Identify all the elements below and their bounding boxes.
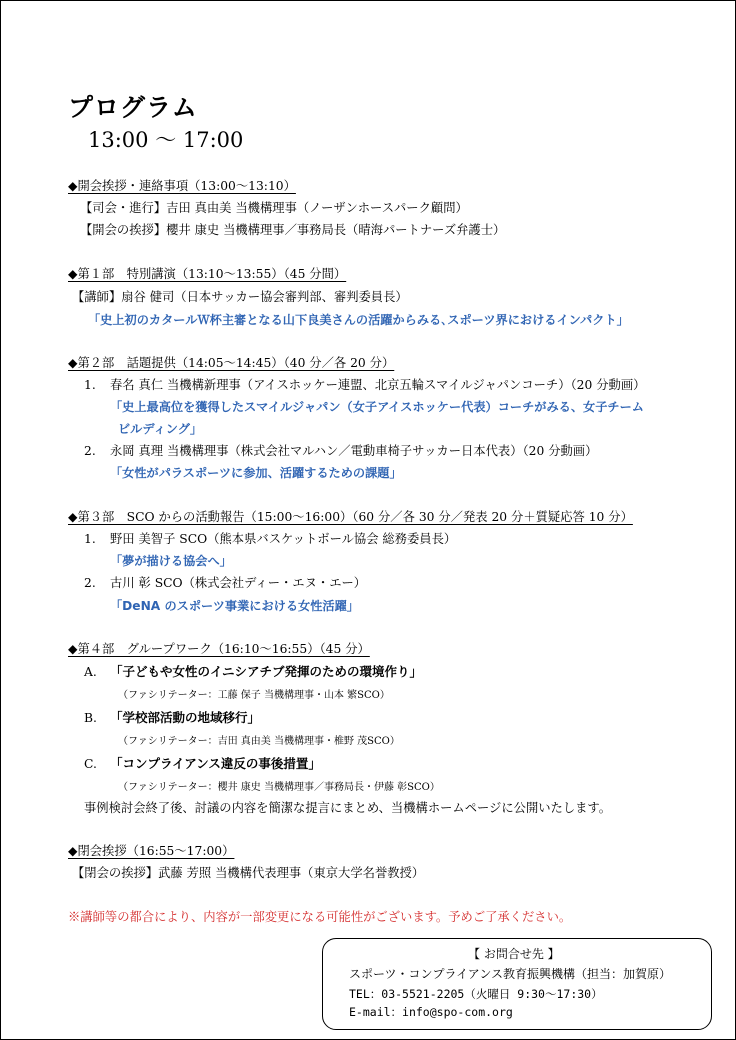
part4-item-b-facilitator: （ファシリテーター：吉田 真由美 当機構理事・椎野 茂SCO）: [118, 736, 400, 747]
part2-item1-topic: 「史上最高位を獲得したスマイルジャパン（女子アイスホッケー代表）コーチがみる、女子チーム: [110, 400, 644, 414]
change-notice: ※講師等の都合により、内容が一部変更になる可能性がございます。予めご了承ください。: [68, 910, 572, 924]
part3-item2-speaker: 古川 彰 SCO（株式会社ディー・エヌ・エー）: [110, 576, 367, 590]
part4-item-c-letter: C.: [84, 757, 97, 771]
opening-greeting: 【開会の挨拶】櫻井 康史 当機構理事／事務局長（晴海パートナーズ弁護士）: [80, 223, 506, 237]
part4-item-c-topic: 「コンプライアンス違反の事後措置」: [110, 756, 321, 771]
part4-item-b-letter: B.: [84, 711, 97, 725]
closing-heading: ◆閉会挨拶（16:55〜17:00）: [68, 844, 235, 858]
part4-item-a-letter: A.: [84, 665, 97, 679]
part4-heading: ◆第４部 グループワーク（16:10〜16:55）（45 分）: [68, 642, 370, 656]
part3-item1-num: 1.: [84, 532, 96, 546]
part3-heading: ◆第３部 SCO からの活動報告（15:00〜16:00）（60 分／各 30 分／発表 20 分＋質疑応答 10 分）: [68, 510, 633, 524]
part2-item1-num: 1.: [84, 378, 96, 392]
part2-item1-topic-cont: ビルディング」: [118, 422, 203, 436]
contact-org: スポーツ・コンプライアンス教育振興機構（担当：加賀原）: [349, 967, 671, 981]
part3-item2-topic: 「DeNA のスポーツ事業における女性活躍」: [110, 599, 359, 613]
opening-mc: 【司会・進行】吉田 真由美 当機構理事（ノーザンホースパーク顧問）: [80, 201, 468, 215]
part3-item1-topic: 「夢が描ける協会へ」: [110, 554, 232, 568]
contact-heading: 【 お問合せ先 】: [468, 947, 560, 961]
part4-item-a-facilitator: （ファシリテーター：工藤 保子 当機構理事・山本 繁SCO）: [118, 690, 390, 701]
part3-item1-speaker: 野田 美智子 SCO（熊本県バスケットボール協会 総務委員長）: [110, 532, 457, 546]
part2-item1-speaker: 春名 真仁 当機構新理事（アイスホッケー連盟、北京五輪スマイルジャパンコーチ）（20 分動画）: [110, 378, 646, 392]
part2-item2-topic: 「女性がパラスポーツに参加、活躍するための課題」: [110, 466, 402, 480]
part2-item2-num: 2.: [84, 444, 96, 458]
event-time: 13:00 〜 17:00: [88, 128, 244, 152]
contact-tel: TEL：03-5521-2205（火曜日 9:30〜17:30）: [349, 987, 603, 1001]
part1-topic: 「史上初のカタールＷ杯主審となる山下良美さんの活躍からみる､スポーツ界におけるインパクト」: [88, 313, 629, 327]
part1-speaker: 【講師】扇谷 健司（日本サッカー協会審判部、審判委員長）: [72, 290, 408, 304]
part2-item2-speaker: 永岡 真理 当機構理事（株式会社マルハン／電動車椅子サッカー日本代表）（20 分動画）: [110, 444, 598, 458]
part2-heading: ◆第２部 話題提供（14:05〜14:45）（40 分／各 20 分）: [68, 356, 395, 370]
closing-greeting: 【閉会の挨拶】武藤 芳照 当機構代表理事（東京大学名誉教授）: [72, 866, 425, 880]
contact-email[interactable]: E-mail：info@spo-com.org: [349, 1005, 513, 1019]
part3-item2-num: 2.: [84, 576, 96, 590]
part1-heading: ◆第１部 特別講演（13:10〜13:55）（45 分間）: [68, 267, 347, 281]
page-title: プログラム: [68, 93, 198, 122]
part4-note: 事例検討会終了後、討議の内容を簡潔な提言にまとめ、当機構ホームページに公開いたします。: [84, 801, 612, 815]
part4-item-a-topic: 「子どもや女性のイニシアチブ発揮のための環境作り」: [110, 664, 423, 679]
opening-heading: ◆開会挨拶・連絡事項（13:00〜13:10）: [68, 179, 296, 193]
part4-item-b-topic: 「学校部活動の地域移行」: [110, 710, 261, 725]
contact-box: [322, 938, 712, 1030]
part4-item-c-facilitator: （ファシリテーター：櫻井 康史 当機構理事／事務局長・伊藤 彰SCO）: [118, 782, 440, 793]
